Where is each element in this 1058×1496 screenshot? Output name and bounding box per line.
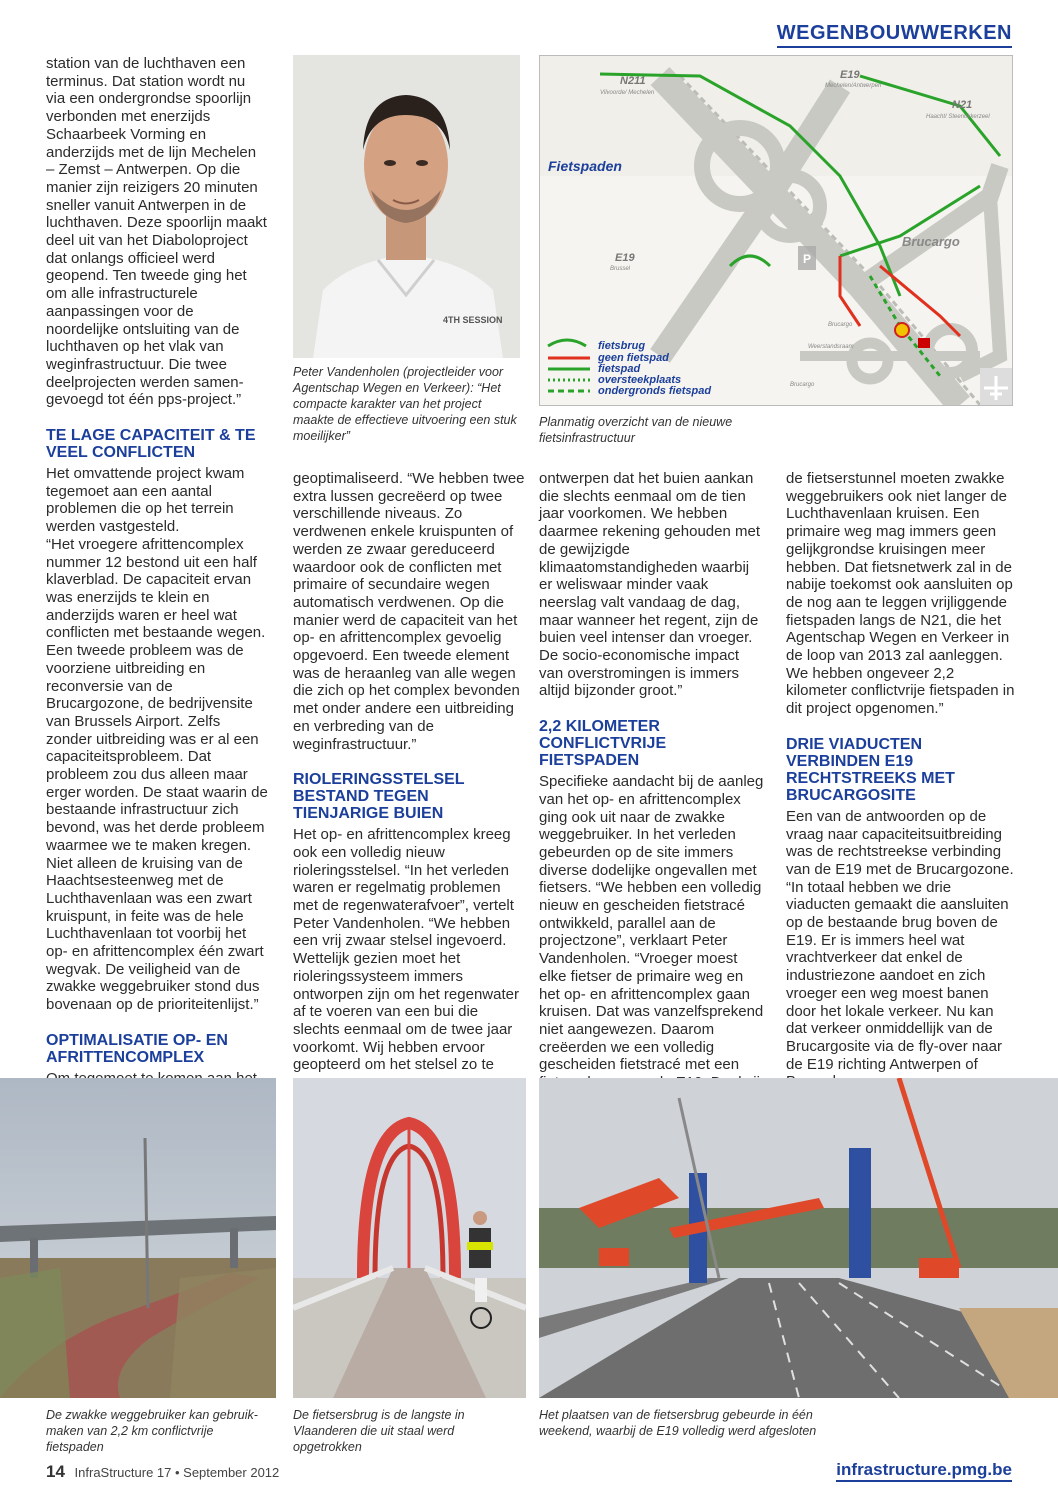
- subheading: 2,2 KILOMETER CONFLICTVRIJE FIETSPADEN: [539, 718, 667, 770]
- portrait-photo: [293, 55, 520, 358]
- map-label-e19-top: E19: [840, 69, 860, 81]
- shop-icon: [918, 338, 930, 348]
- section-label: WEGENBOUWWERKEN: [777, 22, 1012, 48]
- photo-caption-1: De zwakke weggebruiker kan gebruik-maken van 2,2 km conflictvrije fietspaden: [46, 1408, 258, 1454]
- map-label-n21: N21: [952, 99, 973, 111]
- issue-info: InfraStructure 17 • September 2012: [74, 1465, 280, 1480]
- fuel-station-icon: [895, 323, 909, 337]
- map-caption: Planmatig overzicht van de nieuwe fietsinfrastructuur: [539, 415, 733, 445]
- map-label-n211-sub: Vilvoorde/ Mechelen: [600, 90, 655, 96]
- legend-label: geen fietspad: [598, 352, 669, 364]
- subheading: OPTIMALISATIE OP- EN AFRITTENCOMPLEX: [46, 1031, 228, 1066]
- map-label-e19-bottom-sub: Brussel: [610, 266, 631, 272]
- photo-caption-2: De fietsersbrug is de langste in Vlaanderen die uit staal werd opgetrokken: [293, 1408, 465, 1454]
- map-label-parking: P: [803, 252, 812, 266]
- legend-label: ondergronds fietspad: [598, 385, 712, 397]
- bridge-construction-photo: [539, 1078, 1058, 1398]
- legend-label: oversteekplaats: [598, 374, 682, 386]
- map-title: Fietspaden: [548, 158, 622, 174]
- bike-infrastructure-map: [539, 55, 1013, 406]
- bridge-illustration: [293, 1078, 526, 1398]
- map-label-small: Brucargo: [790, 382, 815, 388]
- paragraph: Het op- en afrittencomplex kreeg ook een volledig nieuw rioleringsstelsel. “In het verleden waren er regelmatig problemen met de regenwaterafvoer”, vertelt Peter Vandenholen. “We hebben een vrij zwaar stelsel ingevoerd. Wettelijk gezien moet het rioleringssysteem immers ontworpen zijn om het regenwater af te voeren van een bui die slechts eenmaal om de twee jaar voorkomt. Wij hebben ervoor geopteerd om het stelsel zo te: [293, 826, 519, 1074]
- page-number: 14: [46, 1462, 65, 1481]
- footer-url[interactable]: infrastructure.pmg.be: [836, 1460, 1012, 1482]
- shirt-print: 4TH SESSION: [443, 315, 503, 325]
- map-label-e19-top-sub: Mechelen/Antwerpen: [825, 83, 882, 89]
- paragraph: ontwerpen dat het buien aankan die slechts eenmaal om de tien jaar voorkomen. We hebben daarmee rekening gehouden met de gewijzigde klimaatomstandigheden waarbij er weliswaar minder vaak neerslag valt vandaag de dag, maar wanneer het regent, zijn de buien veel intenser dan vroeger. De socio-economische impact van overstromingen is immers altijd bijzonder groot.”: [539, 470, 760, 700]
- bike-path-photo: [0, 1078, 276, 1398]
- photo-caption-3: Het plaatsen van de fietsersbrug gebeurde in één weekend, waarbij de E19 volledig werd afgesloten: [539, 1408, 817, 1438]
- paragraph: geoptimaliseerd. “We hebben twee extra lussen gecreëerd op twee verschillende niveaus. Zo verdwenen enkele kruispunten of werden ze zwaar gereduceerd waardoor ook de conflicten met primaire of secundaire wegen automatisch verdwenen. Op die manier werd de capaciteit van het op- en afrittencomplex gevoelig opgevoerd. Een tweede element was de heraanleg van alle wegen die zich op het complex bevonden met onder andere een uitbreiding en verbreding van de weginfrastructuur.”: [293, 470, 525, 753]
- map-label-n211: N211: [620, 75, 646, 87]
- subheading: RIOLERINGSSTELSEL BESTAND TEGEN TIENJARIGE BUIEN: [293, 771, 465, 823]
- bike-path-illustration: [0, 1078, 276, 1398]
- paragraph: Specifieke aandacht bij de aanleg van het op- en afrittencomplex ging ook uit naar de zwakke weggebruiker. In het verleden gebeurden op de site immers diverse dodelijke ongevallen met fietsers. “We hebben een volledig nieuw en gescheiden fietstracé ontwikkeld, parallel aan de projectzone”, verklaart Peter Vandenholen. “Vroeger moest elke fietser de primaire weg en het op- en afrittencomplex gaan kruisen. Dat was vanzelfsprekend niet aangewezen. Daarom creëerden we een volledig gescheiden fietstracé met een: [539, 773, 764, 1074]
- paragraph: de fietserstunnel moeten zwakke weggebruikers ook niet langer de Luchthavenlaan kruisen. Een primaire weg mag immers geen gelijkgrondse kruisingen meer hebben. Dat fietsnetwerk zal in de nabije toekomst ook aansluiten op de nog aan te leggen vrijliggende fietspaden langs de N21, die het Agentschap Wegen en Verkeer in de loop van 2013 zal aanleggen. We hebben ongeveer 2,2 kilometer conflictvrije fietspaden in dit project opgenomen.”: [786, 470, 1015, 718]
- portrait-caption: Peter Vandenholen (projectleider voor Agentschap Wegen en Verkeer): “Het compacte karakter van het project maakte de effectieve uitvoering een stuk moeilijker”: [293, 365, 517, 443]
- paragraph: “In totaal hebben we drie viaducten gemaakt die aansluiten op de bestaande brug boven de E19. Er is immers heel wat vrachtverkeer dat enkel de industriezone aandoet en zich vroeger een weg moest banen door het lokale verkeer. Nu kan dat verkeer onmiddellijk van de Brucargosite via de fly-over naar de E19 richting Antwerpen of: [786, 878, 1009, 1073]
- legend-label: fietspad: [598, 363, 641, 375]
- paragraph: station van de luchthaven een terminus. Dat station wordt nu via een ondergrondse spoorlijn verbonden met enerzijds Schaarbeek Vorming en anderzijds met de lijn Mechelen – Zemst – Antwerpen. Op die manier zijn reizigers 20 minuten sneller vanuit Antwerpen in de luchthaven. Deze spoorlijn maakt deel uit van het Diaboloproject dat onlangs officieel werd geopend. Ten tweede ging het om alle infrastructurele aanpassingen voor de noordelijke ontsluiting van de luchthaven op het vlak van weginfrastructuur. Die twee deelprojecten werden samen-gevoegd tot één pps-project.”: [46, 55, 267, 409]
- map-label-brucargo: Brucargo: [902, 234, 960, 249]
- paragraph: “Het vroegere afrittencomplex nummer 12 bestond uit een half klaverblad. De capaciteit ervan was enerzijds te klein en anderzijds waren er heel wat conflicten met bestaande wegen. Een tweede probleem was de voorziene uitbreiding en reconversie van de Brucargozone, de bedrijvensite van Brussels Airport. Zelfs zonder uitbreiding was er al een capaciteitsprobleem. Dat probleem zou dus alleen maar erger worden. De staat waarin de bestaande infrastructuur zich bevond, was het derde probleem waarmee we te maken kregen. Niet alleen de kruising van de Haachtsesteenweg met de Luchthavenlaan was een zwart kruispunt, in feite was de hele Luchthavenlaan tot voorbij het op- en afrittencomplex één zwart wegvak. De veiligheid van de zwakke weggebruiker stond dus bovenaan op de prioriteitenlijst.”: [46, 535, 268, 1014]
- article-column-2: [293, 470, 525, 1074]
- paragraph: Een van de antwoorden op de vraag naar capaciteitsuitbreiding was de rechtstreekse verbinding van de E19 met de Brucargozone.: [786, 807, 1014, 878]
- map-label-small: Weerstandsraam: [808, 344, 854, 350]
- map-label-e19-bottom: E19: [615, 252, 635, 264]
- legend-label: fietsbrug: [598, 340, 646, 352]
- article-column-3: [539, 470, 765, 1110]
- article-column-1: [46, 55, 268, 1141]
- subheading: TE LAGE CAPACITEIT & TE VEEL CONFLICTEN: [46, 427, 256, 462]
- footer-issue: [46, 1462, 279, 1482]
- construction-illustration: [539, 1078, 1058, 1398]
- paragraph: Het omvattende project kwam tegemoet aan een aantal problemen die op het terrein werden vastgesteld.: [46, 465, 245, 536]
- portrait-illustration: [293, 55, 520, 358]
- bridge-photo: [293, 1078, 526, 1398]
- map-label-n21-sub: Haacht/ Steenokkerzeel: [926, 114, 990, 120]
- map-label-small: Brucargo: [828, 322, 853, 328]
- map-drawing: [540, 56, 1012, 405]
- subheading: DRIE VIADUCTEN VERBINDEN E19 RECHTSTREEKS MET BRUCARGOSITE: [786, 735, 955, 804]
- article-column-4: [786, 470, 1015, 1091]
